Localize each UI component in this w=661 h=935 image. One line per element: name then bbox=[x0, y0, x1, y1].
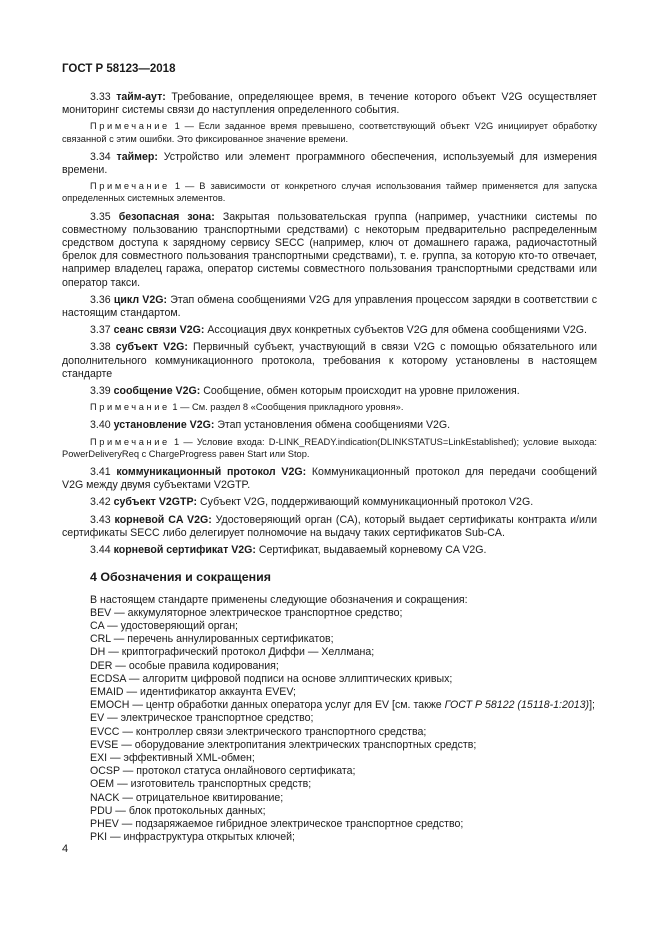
definition-number: 3.42 bbox=[90, 496, 111, 509]
note-label: Примечание bbox=[90, 121, 170, 132]
abbreviation-text: NACK — отрицательное квитирование; bbox=[90, 791, 284, 804]
page-content bbox=[62, 91, 597, 844]
document-header: ГОСТ Р 58123—2018 bbox=[62, 63, 176, 75]
abbreviation-item bbox=[62, 646, 597, 659]
definition-item bbox=[62, 324, 597, 337]
abbreviation-item bbox=[62, 765, 597, 778]
definition-text: Удостоверяющий орган (CA), который выдает сертификаты контракта и/или сертификаты SECC либо делегирует полномочие на выдачу таких сертификатов Sub-CA. bbox=[62, 513, 597, 539]
definition-term: сообщение V2G: bbox=[113, 385, 201, 398]
definition-text: Этап обмена сообщениями V2G для управления процессом зарядки в соответствии с настоящим стандартом. bbox=[62, 293, 597, 320]
definition-number: 3.38 bbox=[90, 341, 111, 354]
definition-number: 3.33 bbox=[90, 91, 111, 103]
abbreviation-text: PDU — блок протокольных данных; bbox=[90, 804, 266, 817]
definition-text: Закрытая пользовательская группа (например, участники системы по совместному пользованию транспортными средствами) с некоторым предварительно распределенным средством доступа к зарядному сервису SECC (например, ключ от домашнего гаража, радиочастотный брелок для совместного пользования транспортными средствами), т. е. группа, за которую кто-то отвечает, например владелец гаража, оператор системы совместного пользования транспортными средствами или оператор такси. bbox=[62, 210, 597, 289]
abbreviation-tail: ]; bbox=[589, 699, 595, 712]
definition-text: Требование, определяющее время, в течение которого объект V2G осуществляет мониторинг системы связи до наступления определенного события. bbox=[62, 91, 597, 117]
definition-item bbox=[62, 514, 597, 540]
definition-text: Субъект V2G, поддерживающий коммуникационный протокол V2G. bbox=[197, 496, 534, 509]
abbreviation-text: EMAID — идентификатор аккаунта EVEV; bbox=[90, 685, 296, 698]
abbreviation-text: EVCC — контроллер связи электрического транспортного средства; bbox=[90, 725, 427, 738]
abbreviation-text: EVSE — оборудование электропитания электрических транспортных средств; bbox=[90, 738, 477, 751]
definition-number: 3.35 bbox=[90, 210, 111, 223]
definition-term: коммуникационный протокол V2G: bbox=[116, 466, 307, 479]
definition-text: Сертификат, выдаваемый корневому CA V2G. bbox=[255, 544, 487, 557]
definition-term: субъект V2G: bbox=[115, 341, 188, 354]
definition-term: корневой сертификат V2G: bbox=[113, 544, 256, 557]
abbreviation-item bbox=[62, 633, 597, 646]
definition-text: Этап установления обмена сообщениями V2G. bbox=[214, 419, 451, 432]
abbreviation-text: CRL — перечень аннулированных сертификатов; bbox=[90, 633, 334, 646]
abbreviation-text: EMOCH — центр обработки данных оператора услуг для EV [см. также bbox=[90, 699, 445, 712]
note-label: Примечание bbox=[90, 181, 170, 192]
definition-number: 3.44 bbox=[90, 544, 111, 557]
abbreviation-text: EXI — эффективный XML-обмен; bbox=[90, 751, 255, 764]
definition-item bbox=[62, 385, 597, 398]
definition-item bbox=[62, 91, 597, 117]
abbreviation-item bbox=[62, 739, 597, 752]
definition-text: Сообщение, обмен которым происходит на уровне приложения. bbox=[200, 385, 520, 398]
section-intro: В настоящем стандарте применены следующие обозначения и сокращения: bbox=[90, 593, 468, 606]
definition-item bbox=[62, 419, 597, 432]
note-label: Примечание bbox=[90, 436, 170, 447]
abbreviation-item bbox=[62, 752, 597, 765]
note-text: 1 — В зависимости от конкретного случая использования таймер применяется для запуска определенных системных элементов. bbox=[62, 181, 597, 204]
abbreviation-item bbox=[62, 805, 597, 818]
abbreviation-text: DER — особые правила кодирования; bbox=[90, 659, 279, 672]
definition-term: сеанс связи V2G: bbox=[113, 324, 205, 337]
definition-term: установление V2G: bbox=[113, 419, 215, 432]
definition-number: 3.41 bbox=[90, 466, 111, 479]
definition-term: таймер: bbox=[116, 150, 158, 163]
definitions-list bbox=[62, 91, 597, 557]
definition-note bbox=[62, 436, 597, 460]
abbreviation-text: BEV — аккумуляторное электрическое транспортное средство; bbox=[90, 606, 403, 619]
definition-term: цикл V2G: bbox=[113, 293, 167, 306]
definition-text: Первичный субъект, участвующий в связи V2G с помощью обязательного или дополнительного коммуникационного протокола, требования к которому установлены в настоящем стандарте bbox=[62, 341, 597, 380]
abbreviation-item bbox=[62, 818, 597, 831]
definition-text: Устройство или элемент программного обеспечения, используемый для измерения времени. bbox=[62, 150, 597, 177]
definition-item bbox=[62, 211, 597, 290]
abbreviation-item bbox=[62, 686, 597, 699]
abbreviation-text: OCSP — протокол статуса онлайнового сертификата; bbox=[90, 765, 356, 778]
abbreviation-item bbox=[62, 620, 597, 633]
abbreviations-list bbox=[62, 607, 597, 845]
note-text: 1 — Условие входа: D-LINK_READY.indication(DLINKSTATUS=LinkEstablished); условие выхода: PowerDeliveryReq с ChargeProgress равен Start или Stop. bbox=[62, 436, 597, 459]
definition-number: 3.34 bbox=[90, 150, 111, 163]
definition-item bbox=[62, 544, 597, 557]
definition-term: корневой CA V2G: bbox=[114, 513, 212, 526]
abbreviation-text: PHEV — подзаряжаемое гибридное электрическое транспортное средство; bbox=[90, 817, 464, 830]
definition-note bbox=[62, 401, 597, 413]
abbreviation-item bbox=[62, 831, 597, 844]
abbreviation-item bbox=[62, 607, 597, 620]
definition-item bbox=[62, 466, 597, 492]
definition-text: Ассоциация двух конкретных субъектов V2G для обмена сообщениями V2G. bbox=[204, 324, 587, 337]
abbreviation-reference: ГОСТ Р 58122 (15118-1:2013) bbox=[444, 699, 590, 712]
abbreviation-text: DH — криптографический протокол Диффи — Хеллмана; bbox=[90, 646, 375, 659]
section-title: 4 Обозначения и сокращения bbox=[90, 570, 271, 585]
abbreviation-text: ECDSA — алгоритм цифровой подписи на основе эллиптических кривых; bbox=[90, 672, 453, 685]
definition-number: 3.36 bbox=[90, 293, 111, 306]
definition-term: безопасная зона: bbox=[118, 210, 215, 223]
note-label: Примечание bbox=[90, 402, 170, 413]
definition-note bbox=[62, 120, 597, 144]
definition-number: 3.43 bbox=[90, 513, 111, 526]
abbreviation-text: CA — удостоверяющий орган; bbox=[90, 619, 239, 632]
page-number: 4 bbox=[62, 843, 69, 855]
abbreviation-item bbox=[62, 726, 597, 739]
definition-number: 3.40 bbox=[90, 419, 111, 432]
abbreviation-item bbox=[62, 699, 597, 712]
definition-text: Коммуникационный протокол для передачи сообщений V2G между двумя субъектами V2GTP. bbox=[62, 466, 597, 492]
definition-item bbox=[62, 341, 597, 381]
abbreviation-item bbox=[62, 712, 597, 725]
note-text: 1 — Если заданное время превышено, соответствующий объект V2G инициирует обработку связанной с этим ошибки. Это фиксированное значение времени. bbox=[62, 121, 597, 144]
abbreviation-item bbox=[62, 792, 597, 805]
definition-item bbox=[62, 496, 597, 509]
definition-item bbox=[62, 151, 597, 177]
definition-term: субъект V2GTP: bbox=[113, 496, 198, 509]
abbreviation-text: PKI — инфраструктура открытых ключей; bbox=[90, 831, 295, 844]
definition-number: 3.37 bbox=[90, 324, 111, 337]
definition-note bbox=[62, 180, 597, 204]
definition-number: 3.39 bbox=[90, 385, 111, 398]
abbreviation-text: OEM — изготовитель транспортных средств; bbox=[90, 778, 312, 791]
definition-item bbox=[62, 294, 597, 320]
abbreviation-item bbox=[62, 673, 597, 686]
abbreviation-item bbox=[62, 660, 597, 673]
abbreviation-item bbox=[62, 778, 597, 791]
definition-term: тайм-аут: bbox=[116, 91, 166, 103]
abbreviation-text: EV — электрическое транспортное средство; bbox=[90, 712, 314, 725]
note-text: 1 — См. раздел 8 «Сообщения прикладного уровня». bbox=[169, 402, 404, 413]
